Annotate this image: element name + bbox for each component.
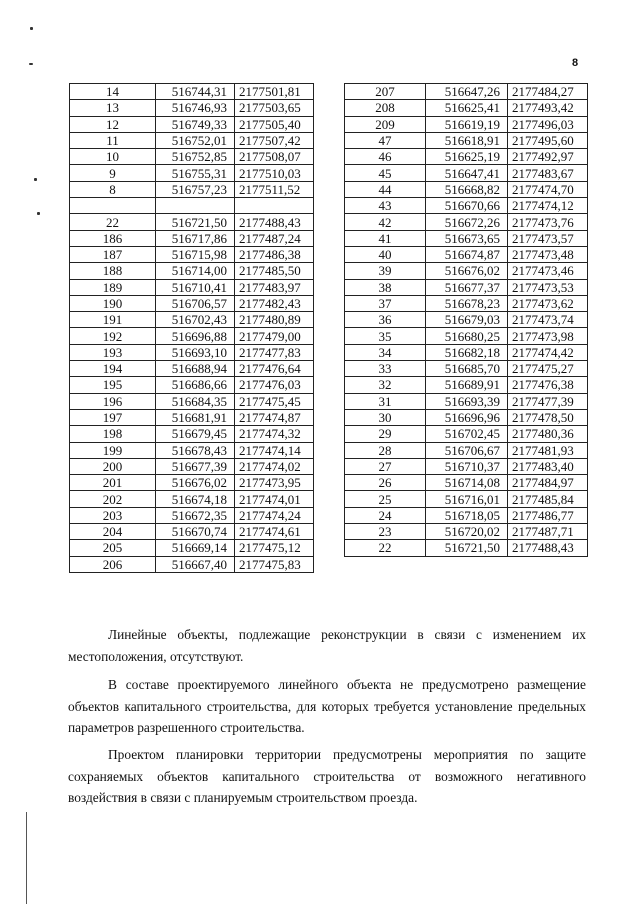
point-number-cell: 27 bbox=[345, 458, 426, 474]
y-coordinate-cell: 2177483,97 bbox=[235, 279, 314, 295]
table-row bbox=[70, 328, 314, 344]
point-number-cell: 30 bbox=[345, 409, 426, 425]
point-number-cell: 192 bbox=[70, 328, 156, 344]
paragraph-capital-construction: В составе проектируемого линейного объекта не предусмотрено размещение объектов капитального строительства, для которых требуется установление предельных параметров разрешенного строительства. bbox=[68, 677, 586, 735]
table-row bbox=[70, 181, 314, 197]
table-row bbox=[70, 393, 314, 409]
y-coordinate-cell: 2177501,81 bbox=[235, 84, 314, 100]
point-number-cell: 194 bbox=[70, 361, 156, 377]
y-coordinate-cell: 2177486,77 bbox=[508, 507, 588, 523]
table-row bbox=[70, 100, 314, 116]
table-row bbox=[70, 556, 314, 572]
y-coordinate-cell: 2177479,00 bbox=[235, 328, 314, 344]
x-coordinate-cell: 516706,67 bbox=[426, 442, 508, 458]
y-coordinate-cell: 2177473,48 bbox=[508, 246, 588, 262]
point-number-cell: 199 bbox=[70, 442, 156, 458]
table-row bbox=[345, 198, 588, 214]
x-coordinate-cell: 516702,45 bbox=[426, 426, 508, 442]
x-coordinate-cell: 516702,43 bbox=[156, 312, 235, 328]
x-coordinate-cell: 516693,10 bbox=[156, 344, 235, 360]
table-row bbox=[70, 246, 314, 262]
table-row bbox=[70, 312, 314, 328]
table-row bbox=[70, 149, 314, 165]
point-number-cell bbox=[70, 198, 156, 214]
x-coordinate-cell: 516755,31 bbox=[156, 165, 235, 181]
y-coordinate-cell: 2177474,12 bbox=[508, 198, 588, 214]
x-coordinate-cell: 516717,86 bbox=[156, 230, 235, 246]
table-row bbox=[70, 540, 314, 556]
y-coordinate-cell: 2177484,97 bbox=[508, 475, 588, 491]
paragraph-protection-measures: Проектом планировки территории предусмотрены мероприятия по защите сохраняемых объектов капитального строительства от возможного негативного воздействия в связи с планируемым строительством проезда. bbox=[68, 747, 586, 805]
y-coordinate-cell: 2177495,60 bbox=[508, 132, 588, 148]
x-coordinate-cell: 516715,98 bbox=[156, 246, 235, 262]
table-row bbox=[70, 295, 314, 311]
table-row bbox=[345, 377, 588, 393]
x-coordinate-cell: 516670,74 bbox=[156, 524, 235, 540]
table-row bbox=[345, 214, 588, 230]
y-coordinate-cell: 2177511,52 bbox=[235, 181, 314, 197]
x-coordinate-cell: 516618,91 bbox=[426, 132, 508, 148]
y-coordinate-cell: 2177507,42 bbox=[235, 132, 314, 148]
x-coordinate-cell: 516677,37 bbox=[426, 279, 508, 295]
x-coordinate-cell: 516667,40 bbox=[156, 556, 235, 572]
point-number-cell: 45 bbox=[345, 165, 426, 181]
y-coordinate-cell: 2177478,50 bbox=[508, 409, 588, 425]
coordinates-table-left bbox=[69, 83, 314, 573]
x-coordinate-cell: 516688,94 bbox=[156, 361, 235, 377]
x-coordinate-cell: 516716,01 bbox=[426, 491, 508, 507]
x-coordinate-cell: 516682,18 bbox=[426, 344, 508, 360]
table-row bbox=[70, 344, 314, 360]
x-coordinate-cell: 516720,02 bbox=[426, 524, 508, 540]
table-row bbox=[345, 279, 588, 295]
point-number-cell: 28 bbox=[345, 442, 426, 458]
point-number-cell: 37 bbox=[345, 295, 426, 311]
table-row bbox=[345, 524, 588, 540]
x-coordinate-cell: 516749,33 bbox=[156, 116, 235, 132]
point-number-cell: 32 bbox=[345, 377, 426, 393]
table-row bbox=[345, 409, 588, 425]
x-coordinate-cell: 516710,41 bbox=[156, 279, 235, 295]
y-coordinate-cell: 2177473,76 bbox=[508, 214, 588, 230]
y-coordinate-cell: 2177476,64 bbox=[235, 361, 314, 377]
point-number-cell: 43 bbox=[345, 198, 426, 214]
x-coordinate-cell: 516744,31 bbox=[156, 84, 235, 100]
x-coordinate-cell: 516670,66 bbox=[426, 198, 508, 214]
table-row bbox=[345, 507, 588, 523]
y-coordinate-cell: 2177473,57 bbox=[508, 230, 588, 246]
point-number-cell: 209 bbox=[345, 116, 426, 132]
y-coordinate-cell: 2177475,12 bbox=[235, 540, 314, 556]
point-number-cell: 25 bbox=[345, 491, 426, 507]
y-coordinate-cell: 2177474,24 bbox=[235, 507, 314, 523]
y-coordinate-cell: 2177474,32 bbox=[235, 426, 314, 442]
y-coordinate-cell: 2177510,03 bbox=[235, 165, 314, 181]
x-coordinate-cell: 516669,14 bbox=[156, 540, 235, 556]
point-number-cell: 46 bbox=[345, 149, 426, 165]
y-coordinate-cell: 2177505,40 bbox=[235, 116, 314, 132]
point-number-cell: 39 bbox=[345, 263, 426, 279]
table-row bbox=[70, 116, 314, 132]
table-row bbox=[345, 84, 588, 100]
x-coordinate-cell: 516686,66 bbox=[156, 377, 235, 393]
x-coordinate-cell: 516696,88 bbox=[156, 328, 235, 344]
table-row bbox=[345, 442, 588, 458]
point-number-cell: 10 bbox=[70, 149, 156, 165]
x-coordinate-cell: 516676,02 bbox=[156, 475, 235, 491]
table-row bbox=[345, 344, 588, 360]
y-coordinate-cell: 2177476,03 bbox=[235, 377, 314, 393]
point-number-cell: 35 bbox=[345, 328, 426, 344]
point-number-cell: 203 bbox=[70, 507, 156, 523]
table-row bbox=[345, 246, 588, 262]
x-coordinate-cell: 516718,05 bbox=[426, 507, 508, 523]
y-coordinate-cell: 2177475,27 bbox=[508, 361, 588, 377]
table-row bbox=[70, 165, 314, 181]
y-coordinate-cell: 2177483,40 bbox=[508, 458, 588, 474]
y-coordinate-cell: 2177474,70 bbox=[508, 181, 588, 197]
y-coordinate-cell: 2177487,71 bbox=[508, 524, 588, 540]
point-number-cell: 41 bbox=[345, 230, 426, 246]
x-coordinate-cell: 516752,01 bbox=[156, 132, 235, 148]
y-coordinate-cell: 2177475,45 bbox=[235, 393, 314, 409]
point-number-cell: 205 bbox=[70, 540, 156, 556]
x-coordinate-cell bbox=[156, 198, 235, 214]
y-coordinate-cell: 2177474,87 bbox=[235, 409, 314, 425]
table-row bbox=[70, 263, 314, 279]
x-coordinate-cell: 516677,39 bbox=[156, 458, 235, 474]
table-row bbox=[345, 475, 588, 491]
point-number-cell: 22 bbox=[70, 214, 156, 230]
table-row bbox=[70, 377, 314, 393]
table-row bbox=[345, 540, 588, 556]
point-number-cell: 11 bbox=[70, 132, 156, 148]
y-coordinate-cell: 2177476,38 bbox=[508, 377, 588, 393]
x-coordinate-cell: 516672,26 bbox=[426, 214, 508, 230]
table-row bbox=[70, 230, 314, 246]
x-coordinate-cell: 516674,87 bbox=[426, 246, 508, 262]
table-row bbox=[70, 279, 314, 295]
point-number-cell: 198 bbox=[70, 426, 156, 442]
point-number-cell: 196 bbox=[70, 393, 156, 409]
x-coordinate-cell: 516678,23 bbox=[426, 295, 508, 311]
table-row bbox=[345, 491, 588, 507]
y-coordinate-cell: 2177473,53 bbox=[508, 279, 588, 295]
point-number-cell: 13 bbox=[70, 100, 156, 116]
x-coordinate-cell: 516706,57 bbox=[156, 295, 235, 311]
y-coordinate-cell: 2177486,38 bbox=[235, 246, 314, 262]
y-coordinate-cell: 2177487,24 bbox=[235, 230, 314, 246]
paragraph-linear-objects: Линейные объекты, подлежащие реконструкции в связи с изменением их местоположения, отсутствуют. bbox=[68, 627, 586, 664]
x-coordinate-cell: 516685,70 bbox=[426, 361, 508, 377]
table-row bbox=[70, 491, 314, 507]
y-coordinate-cell: 2177488,43 bbox=[235, 214, 314, 230]
point-number-cell: 42 bbox=[345, 214, 426, 230]
margin-line bbox=[26, 812, 27, 904]
y-coordinate-cell: 2177473,98 bbox=[508, 328, 588, 344]
x-coordinate-cell: 516721,50 bbox=[426, 540, 508, 556]
table-row bbox=[70, 132, 314, 148]
point-number-cell: 187 bbox=[70, 246, 156, 262]
y-coordinate-cell: 2177473,62 bbox=[508, 295, 588, 311]
table-row bbox=[345, 165, 588, 181]
scan-speck bbox=[29, 63, 33, 65]
point-number-cell: 195 bbox=[70, 377, 156, 393]
x-coordinate-cell: 516673,65 bbox=[426, 230, 508, 246]
y-coordinate-cell: 2177483,67 bbox=[508, 165, 588, 181]
y-coordinate-cell bbox=[235, 198, 314, 214]
table-row bbox=[70, 524, 314, 540]
point-number-cell: 200 bbox=[70, 458, 156, 474]
page-number: 8 bbox=[572, 57, 579, 69]
point-number-cell: 33 bbox=[345, 361, 426, 377]
scan-speck bbox=[30, 27, 33, 30]
y-coordinate-cell: 2177492,97 bbox=[508, 149, 588, 165]
x-coordinate-cell: 516674,18 bbox=[156, 491, 235, 507]
y-coordinate-cell: 2177484,27 bbox=[508, 84, 588, 100]
x-coordinate-cell: 516619,19 bbox=[426, 116, 508, 132]
y-coordinate-cell: 2177477,39 bbox=[508, 393, 588, 409]
x-coordinate-cell: 516757,23 bbox=[156, 181, 235, 197]
point-number-cell: 47 bbox=[345, 132, 426, 148]
table-row bbox=[345, 100, 588, 116]
y-coordinate-cell: 2177493,42 bbox=[508, 100, 588, 116]
table-row bbox=[345, 458, 588, 474]
table-row bbox=[345, 132, 588, 148]
y-coordinate-cell: 2177473,74 bbox=[508, 312, 588, 328]
y-coordinate-cell: 2177475,83 bbox=[235, 556, 314, 572]
point-number-cell: 14 bbox=[70, 84, 156, 100]
y-coordinate-cell: 2177503,65 bbox=[235, 100, 314, 116]
point-number-cell: 22 bbox=[345, 540, 426, 556]
point-number-cell: 207 bbox=[345, 84, 426, 100]
point-number-cell: 9 bbox=[70, 165, 156, 181]
point-number-cell: 31 bbox=[345, 393, 426, 409]
point-number-cell: 208 bbox=[345, 100, 426, 116]
x-coordinate-cell: 516672,35 bbox=[156, 507, 235, 523]
scan-speck bbox=[37, 212, 40, 215]
x-coordinate-cell: 516680,25 bbox=[426, 328, 508, 344]
x-coordinate-cell: 516714,00 bbox=[156, 263, 235, 279]
table-row bbox=[345, 426, 588, 442]
x-coordinate-cell: 516684,35 bbox=[156, 393, 235, 409]
table-row bbox=[70, 214, 314, 230]
y-coordinate-cell: 2177488,43 bbox=[508, 540, 588, 556]
table-row bbox=[70, 442, 314, 458]
x-coordinate-cell: 516625,41 bbox=[426, 100, 508, 116]
point-number-cell: 186 bbox=[70, 230, 156, 246]
point-number-cell: 44 bbox=[345, 181, 426, 197]
x-coordinate-cell: 516693,39 bbox=[426, 393, 508, 409]
point-number-cell: 38 bbox=[345, 279, 426, 295]
x-coordinate-cell: 516679,03 bbox=[426, 312, 508, 328]
y-coordinate-cell: 2177474,01 bbox=[235, 491, 314, 507]
point-number-cell: 188 bbox=[70, 263, 156, 279]
y-coordinate-cell: 2177474,14 bbox=[235, 442, 314, 458]
point-number-cell: 189 bbox=[70, 279, 156, 295]
point-number-cell: 206 bbox=[70, 556, 156, 572]
y-coordinate-cell: 2177480,89 bbox=[235, 312, 314, 328]
table-row bbox=[345, 393, 588, 409]
x-coordinate-cell: 516696,96 bbox=[426, 409, 508, 425]
point-number-cell: 201 bbox=[70, 475, 156, 491]
x-coordinate-cell: 516678,43 bbox=[156, 442, 235, 458]
table-row bbox=[345, 295, 588, 311]
y-coordinate-cell: 2177473,46 bbox=[508, 263, 588, 279]
table-row bbox=[70, 198, 314, 214]
point-number-cell: 12 bbox=[70, 116, 156, 132]
point-number-cell: 26 bbox=[345, 475, 426, 491]
point-number-cell: 8 bbox=[70, 181, 156, 197]
point-number-cell: 202 bbox=[70, 491, 156, 507]
table-row bbox=[345, 263, 588, 279]
point-number-cell: 36 bbox=[345, 312, 426, 328]
x-coordinate-cell: 516679,45 bbox=[156, 426, 235, 442]
point-number-cell: 24 bbox=[345, 507, 426, 523]
x-coordinate-cell: 516647,41 bbox=[426, 165, 508, 181]
y-coordinate-cell: 2177485,84 bbox=[508, 491, 588, 507]
y-coordinate-cell: 2177482,43 bbox=[235, 295, 314, 311]
table-row bbox=[345, 181, 588, 197]
table-row bbox=[345, 312, 588, 328]
point-number-cell: 40 bbox=[345, 246, 426, 262]
x-coordinate-cell: 516752,85 bbox=[156, 149, 235, 165]
x-coordinate-cell: 516625,19 bbox=[426, 149, 508, 165]
y-coordinate-cell: 2177477,83 bbox=[235, 344, 314, 360]
x-coordinate-cell: 516710,37 bbox=[426, 458, 508, 474]
y-coordinate-cell: 2177481,93 bbox=[508, 442, 588, 458]
y-coordinate-cell: 2177474,42 bbox=[508, 344, 588, 360]
x-coordinate-cell: 516681,91 bbox=[156, 409, 235, 425]
x-coordinate-cell: 516668,82 bbox=[426, 181, 508, 197]
table-row bbox=[70, 409, 314, 425]
point-number-cell: 191 bbox=[70, 312, 156, 328]
x-coordinate-cell: 516689,91 bbox=[426, 377, 508, 393]
x-coordinate-cell: 516714,08 bbox=[426, 475, 508, 491]
y-coordinate-cell: 2177508,07 bbox=[235, 149, 314, 165]
point-number-cell: 190 bbox=[70, 295, 156, 311]
point-number-cell: 204 bbox=[70, 524, 156, 540]
x-coordinate-cell: 516721,50 bbox=[156, 214, 235, 230]
scan-speck bbox=[34, 178, 37, 181]
table-row bbox=[70, 361, 314, 377]
point-number-cell: 34 bbox=[345, 344, 426, 360]
y-coordinate-cell: 2177496,03 bbox=[508, 116, 588, 132]
y-coordinate-cell: 2177485,50 bbox=[235, 263, 314, 279]
x-coordinate-cell: 516746,93 bbox=[156, 100, 235, 116]
table-row bbox=[70, 475, 314, 491]
table-row bbox=[345, 230, 588, 246]
x-coordinate-cell: 516676,02 bbox=[426, 263, 508, 279]
table-row bbox=[70, 507, 314, 523]
x-coordinate-cell: 516647,26 bbox=[426, 84, 508, 100]
table-row bbox=[345, 328, 588, 344]
point-number-cell: 193 bbox=[70, 344, 156, 360]
table-row bbox=[345, 361, 588, 377]
point-number-cell: 29 bbox=[345, 426, 426, 442]
table-row bbox=[345, 149, 588, 165]
table-row bbox=[70, 426, 314, 442]
point-number-cell: 197 bbox=[70, 409, 156, 425]
y-coordinate-cell: 2177480,36 bbox=[508, 426, 588, 442]
table-row bbox=[345, 116, 588, 132]
y-coordinate-cell: 2177473,95 bbox=[235, 475, 314, 491]
y-coordinate-cell: 2177474,02 bbox=[235, 458, 314, 474]
table-row bbox=[70, 458, 314, 474]
table-row bbox=[70, 84, 314, 100]
y-coordinate-cell: 2177474,61 bbox=[235, 524, 314, 540]
point-number-cell: 23 bbox=[345, 524, 426, 540]
coordinates-table-right bbox=[344, 83, 588, 557]
